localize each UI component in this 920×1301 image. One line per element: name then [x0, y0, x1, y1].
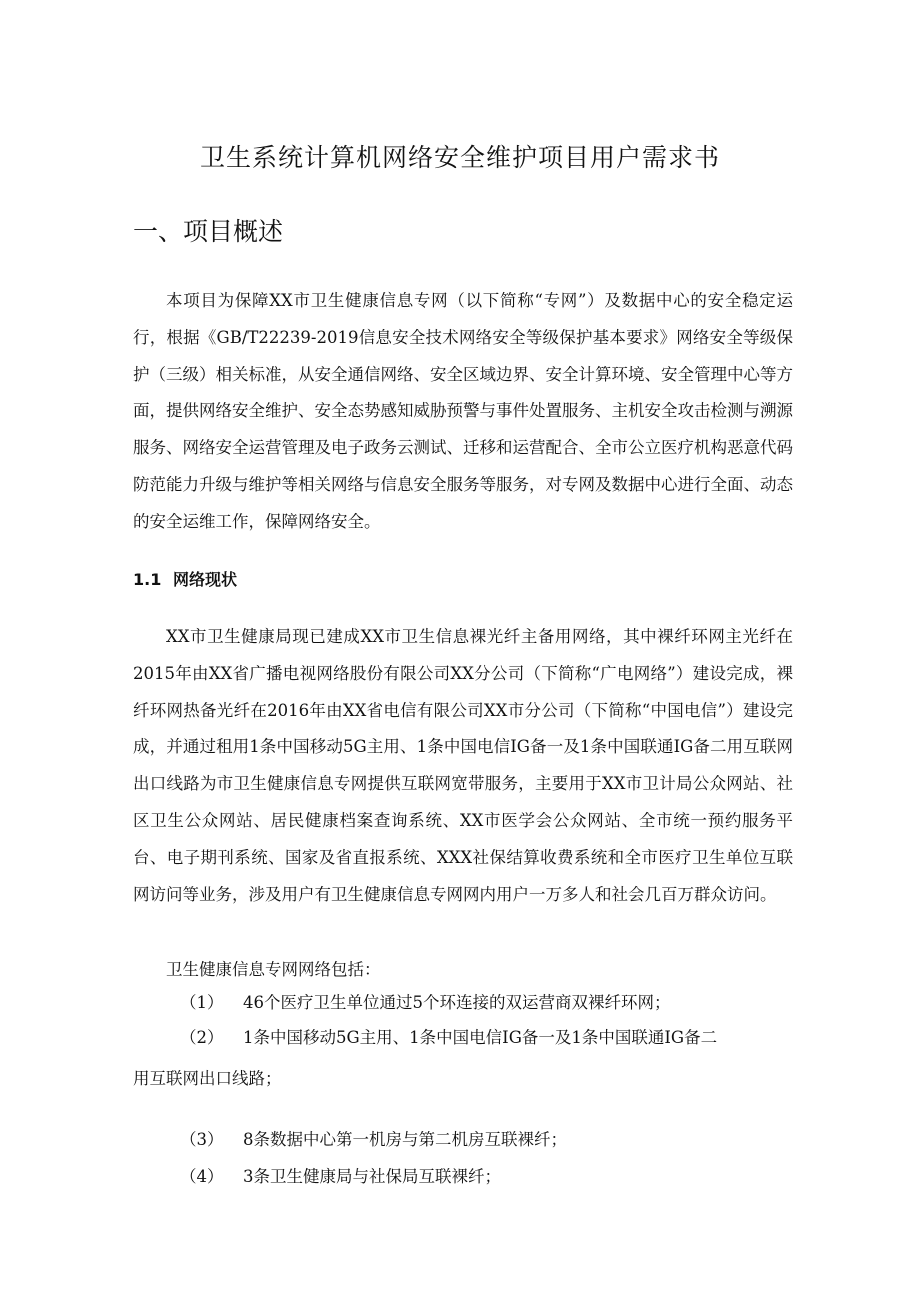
list-item-number: （3）	[180, 1130, 224, 1149]
list-intro: 卫生健康信息专网网络包括：	[166, 960, 381, 979]
network-status-paragraph: XX市卫生健康局现已建成XX市卫生信息裸光纤主备用网络，其中裸纤环网主光纤在2015年由XX省广播电视网络股份有限公司XX分公司（下简称“广电网络”）建设完成，裸纤环网热备光纤在2016年由XX省电信有限公司XX市分公司（下简称“中国电信”）建设完成，并通过租用1条中国移动5G主用、1条中国电信IG备一及1条中国联通IG备二用互联网出口线路为市卫生健康信息专网提供互联网宽带服务，主要用于XX市卫计局公众网站、社区卫生公众网站、居民健康档案查询系统、XX市医学会公众网站、全市统一预约服务平台、电子期刊系统、国家及省直报系统、XXX社保结算收费系统和全市医疗卫生单位互联网访问等业务，涉及用户有卫生健康信息专网网内用户一万多人和社会几百万群众访问。	[133, 627, 793, 904]
list-item-number: （4）	[180, 1167, 224, 1186]
document-title: 卫生系统计算机网络安全维护项目用户需求书	[199, 143, 720, 172]
subsection-number: 1.1	[133, 570, 162, 589]
subsection-heading-network-status	[133, 566, 237, 594]
list-item-text: 3条卫生健康局与社保局互联裸纤；	[243, 1167, 501, 1186]
list-item-continuation: 用互联网出口线路；	[133, 1069, 282, 1088]
section-heading-overview: 一、项目概述	[133, 217, 284, 246]
subsection-title: 网络现状	[173, 570, 238, 589]
list-item-number: （1）	[180, 993, 224, 1012]
overview-paragraph: 本项目为保障XX市卫生健康信息专网（以下简称“专网”）及数据中心的安全稳定运行，根据《GB/T22239-2019信息安全技术网络安全等级保护基本要求》网络安全等级保护（三级）相关标准，从安全通信网络、安全区域边界、安全计算环境、安全管理中心等方面，提供网络安全维护、安全态势感知威胁预警与事件处置服务、主机安全攻击检测与溯源服务、网络安全运营管理及电子政务云测试、迁移和运营配合、全市公立医疗机构恶意代码防范能力升级与维护等相关网络与信息安全服务等服务，对专网及数据中心进行全面、动态的安全运维工作，保障网络安全。	[133, 291, 793, 531]
list-item-text: 1条中国移动5G主用、1条中国电信IG备一及1条中国联通IG备二	[243, 1028, 718, 1047]
list-item-number: （2）	[180, 1028, 224, 1047]
list-item-text: 8条数据中心第一机房与第二机房互联裸纤；	[243, 1130, 567, 1149]
list-item-text: 46个医疗卫生单位通过5个环连接的双运营商双裸纤环网；	[243, 993, 671, 1012]
